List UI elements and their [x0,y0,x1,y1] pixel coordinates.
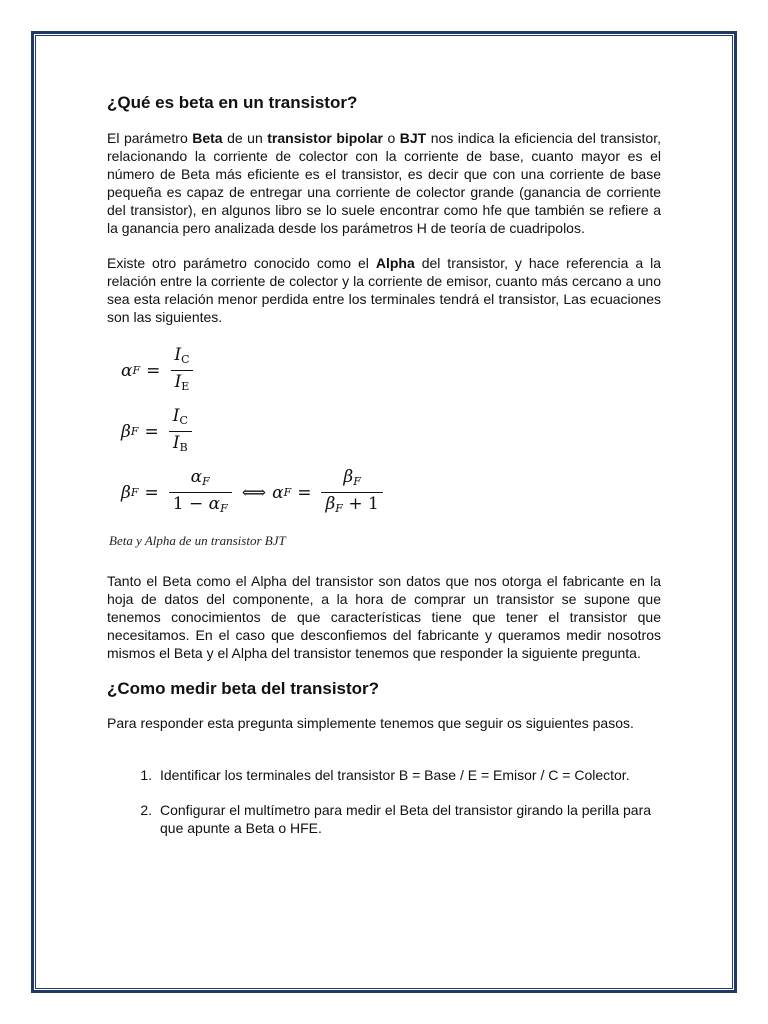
math-symbol: α [190,466,203,487]
math-subscript: F [130,424,139,438]
list-item-number: 1. [140,767,152,783]
math-subscript: F [335,501,343,515]
math-subscript: F [130,485,139,499]
equations-block [121,345,661,518]
math-symbol: I [172,432,180,453]
text-run: o [383,130,400,146]
document-content [107,90,661,837]
equation-alpha [121,345,661,396]
text-run: de un [222,130,268,146]
heading-what-is-beta: ¿Qué es beta en un transistor? [107,93,358,112]
math-symbol: β [121,482,131,503]
math-one-minus: 1 − [172,493,204,514]
fraction-alpha-over-one-minus-alpha [169,468,232,518]
text-run: Existe otro parámetro conocido como el [107,255,376,271]
list-item [107,801,661,837]
math-symbol: α [208,493,221,514]
math-symbol: I [174,371,182,392]
list-item [107,766,661,784]
bold-term-alpha: Alpha [375,255,415,271]
paragraph-steps-intro: Para responder esta pregunta simplemente tenemos que seguir os siguientes pasos. [107,715,634,731]
bold-term-bjt: BJT [399,130,427,146]
math-subscript: F [202,474,210,488]
math-symbol: β [325,493,336,514]
bold-term-beta: Beta [192,130,223,146]
list-item-text: Identificar los terminales del transistor B = Base / E = Emisor / C = Colector. [160,767,630,783]
math-subscript: B [179,440,188,454]
math-subscript: F [283,485,292,499]
math-equals: = [297,482,312,503]
steps-list [107,766,661,837]
fraction-ic-over-ie [170,346,193,396]
math-symbol: α [121,360,133,381]
math-subscript: E [181,379,190,393]
math-symbol: I [172,405,180,426]
math-plus-one: + 1 [348,493,379,514]
math-symbol: I [174,344,182,365]
math-symbol: β [343,466,354,487]
math-subscript: F [132,363,141,377]
text-run: El parámetro [107,130,193,146]
math-subscript: F [220,501,228,515]
paragraph-beta-definition [107,129,661,237]
equation-beta-alpha-relation [121,467,661,518]
equations-caption: Beta y Alpha de un transistor BJT [109,533,286,548]
math-subscript: F [353,474,361,488]
math-equals: = [146,360,161,381]
bold-term-bipolar-transistor: transistor bipolar [267,130,383,146]
math-symbol: α [272,482,284,503]
heading-how-to-measure-beta: ¿Como medir beta del transistor? [107,679,380,698]
math-subscript: C [181,352,190,366]
math-subscript: C [179,413,188,427]
math-symbol: β [121,421,131,442]
math-equals: = [144,482,159,503]
math-iff: ⟺ [241,482,267,503]
paragraph-alpha-definition [107,254,661,326]
fraction-beta-over-beta-plus-one [321,468,382,518]
text-run: nos indica la eficiencia del transistor, relacionando la corriente de colector con la corriente de base, cuanto mayor es el número de Beta más eficiente es el transistor, es decir que con una corriente de base pequeña es capaz de entregar una corriente de colector grande (ganancia de corriente del transistor), en algunos libro se lo suele encontrar como hfe que también se refiere a la ganancia pero analizada desde los parámetros H de teoría de cuadripolos. [107,130,661,236]
fraction-ic-over-ib [169,407,192,457]
list-item-number: 2. [140,802,152,818]
text-run: del transistor, y hace referencia a la relación entre la corriente de colector y la corriente de emisor, cuanto más cercano a uno sea esta relación menor perdida entre los terminales tendrá el transistor, Las ecuaciones son las siguientes. [107,255,661,325]
equation-beta [121,406,661,457]
list-item-text: Configurar el multímetro para medir el Beta del transistor girando la perilla para que apunte a Beta o HFE. [160,802,652,836]
math-equals: = [144,421,159,442]
paragraph-manufacturer-data: Tanto el Beta como el Alpha del transistor son datos que nos otorga el fabricante en la hoja de datos del componente, a la hora de comprar un transistor se supone que tenemos conocimientos de que características tiene que tener el transistor que necesitamos. En el caso que desconfiemos del fabricante y queramos medir nosotros mismos el Beta y el Alpha del transistor tenemos que responder la siguiente pregunta. [107,573,661,661]
